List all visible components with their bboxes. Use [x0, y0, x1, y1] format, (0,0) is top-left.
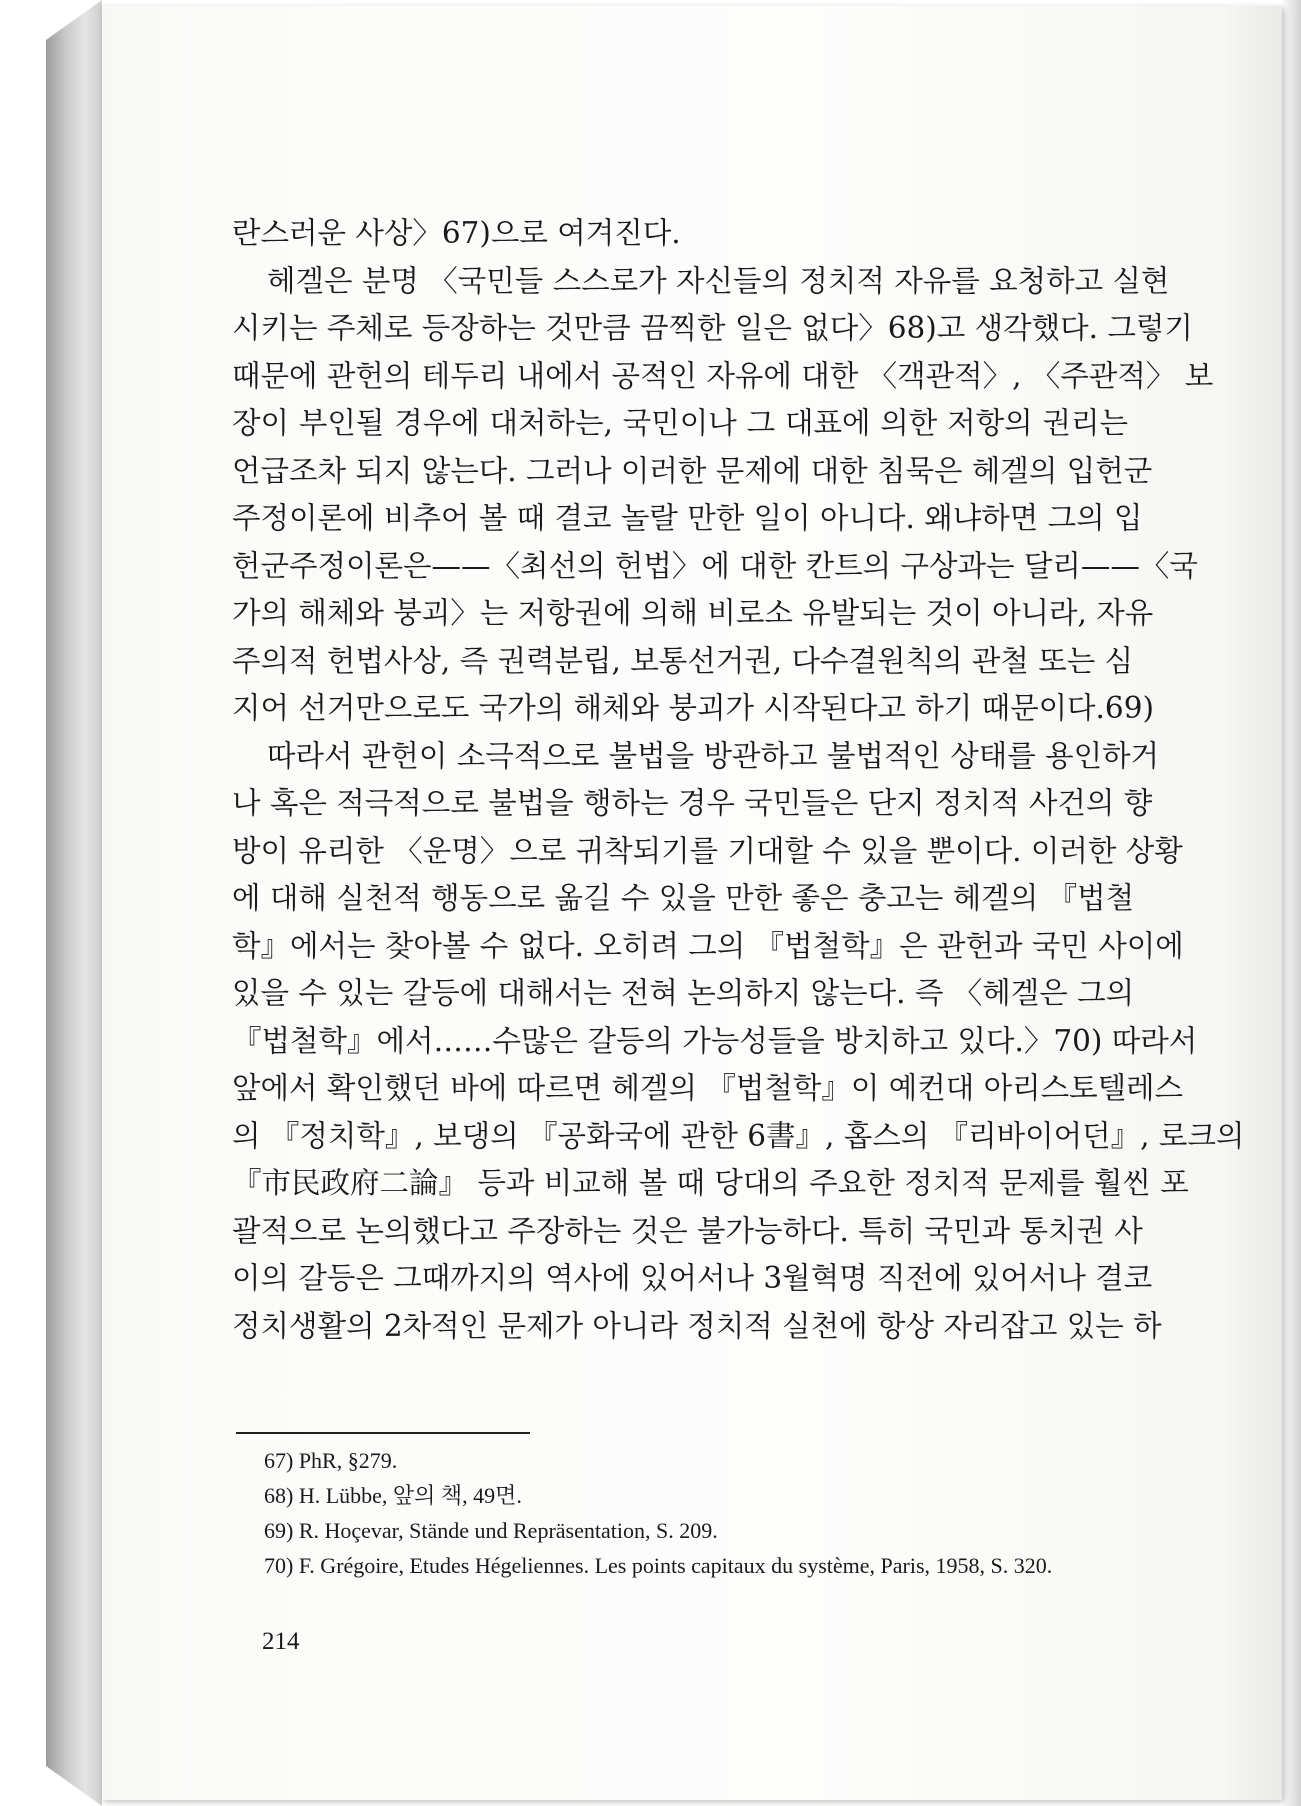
body-line: 『市民政府二論』 등과 비교해 볼 때 당대의 주요한 정치적 문제를 훨씬 포: [232, 1166, 1189, 1200]
body-line: 장이 부인될 경우에 대처하는, 국민이나 그 대표에 의한 저항의 권리는: [232, 406, 1128, 440]
body-line: 지어 선거만으로도 국가의 해체와 붕괴가 시작된다고 하기 때문이다.69): [232, 691, 1154, 725]
body-line: 의 『정치학』, 보댕의 『공화국에 관한 6書』, 홉스의 『리바이어던』, 로크의: [232, 1118, 1245, 1153]
footnote-divider: [236, 1432, 530, 1434]
body-line: 헌군주정이론은——〈최선의 헌법〉에 대한 칸트의 구상과는 달리——〈국: [232, 548, 1198, 583]
footnote-67: 67) PhR, §279.: [264, 1448, 398, 1473]
footnotes: [264, 1443, 1124, 1583]
page-shadow: [1281, 0, 1301, 1806]
book-edge-bevel-bottom: [46, 1766, 102, 1806]
body-line: 앞에서 확인했던 바에 따르면 헤겔의 『법철학』이 예컨대 아리스토텔레스: [232, 1071, 1184, 1105]
body-line: 언급조차 되지 않는다. 그러나 이러한 문제에 대한 침묵은 헤겔의 입헌군: [232, 453, 1153, 488]
body-line: 괄적으로 논의했다고 주장하는 것은 불가능하다. 특히 국민과 통치권 사: [232, 1213, 1143, 1248]
body-line: 나 혹은 적극적으로 불법을 행하는 경우 국민들은 단지 정치적 사건의 향: [232, 786, 1153, 820]
book-edge: [46, 0, 102, 1806]
body-text: [232, 210, 1245, 1350]
body-line: 학』에서는 찾아볼 수 없다. 오히려 그의 『법철학』은 관헌과 국민 사이에: [232, 928, 1184, 963]
body-line: 주의적 헌법사상, 즉 권력분립, 보통선거권, 다수결원칙의 관철 또는 심: [232, 643, 1134, 678]
body-line: 가의 해체와 붕괴〉는 저항권에 의해 비로소 유발되는 것이 아니라, 자유: [232, 596, 1154, 630]
body-line: 따라서 관헌이 소극적으로 불법을 방관하고 불법적인 상태를 용인하거: [267, 738, 1160, 773]
footnote-70: 70) F. Grégoire, Etudes Hégeliennes. Les points capitaux du système, Paris, 1958, S. 320.: [264, 1553, 1053, 1578]
body-line: 있을 수 있는 갈등에 대해서는 전혀 논의하지 않는다. 즉 〈헤겔은 그의: [232, 976, 1135, 1010]
body-line: 에 대해 실천적 행동으로 옮길 수 있을 만한 좋은 충고는 헤겔의 『법철: [232, 881, 1135, 915]
footnote-69: 69) R. Hoçevar, Stände und Repräsentation, S. 209.: [264, 1518, 718, 1543]
body-line: 란스러운 사상〉67)으로 여겨진다.: [232, 216, 681, 250]
body-line: 주정이론에 비추어 볼 때 결코 놀랄 만한 일이 아니다. 왜냐하면 그의 입: [232, 501, 1143, 535]
body-line: 때문에 관헌의 테두리 내에서 공적인 자유에 대한 〈객관적〉, 〈주관적〉 보: [232, 358, 1214, 393]
book-edge-bevel-top: [46, 0, 102, 40]
body-line: 방이 유리한 〈운명〉으로 귀착되기를 기대할 수 있을 뿐이다. 이러한 상황: [232, 833, 1183, 868]
body-line: 시키는 주체로 등장하는 것만큼 끔찍한 일은 없다〉68)고 생각했다. 그렇기: [232, 311, 1193, 345]
body-line: 정치생활의 2차적인 문제가 아니라 정치적 실천에 항상 자리잡고 있는 하: [232, 1308, 1162, 1343]
page-number: 214: [262, 1628, 300, 1655]
body-line: 헤겔은 분명 〈국민들 스스로가 자신들의 정치적 자유를 요청하고 실현: [267, 263, 1170, 298]
body-line: 이의 갈등은 그때까지의 역사에 있어서나 3월혁명 직전에 있어서나 결코: [232, 1261, 1153, 1295]
body-line: 『법철학』에서……수많은 갈등의 가능성들을 방치하고 있다.〉70) 따라서: [232, 1023, 1198, 1058]
footnote-68: 68) H. Lübbe, 앞의 책, 49면.: [264, 1483, 522, 1508]
